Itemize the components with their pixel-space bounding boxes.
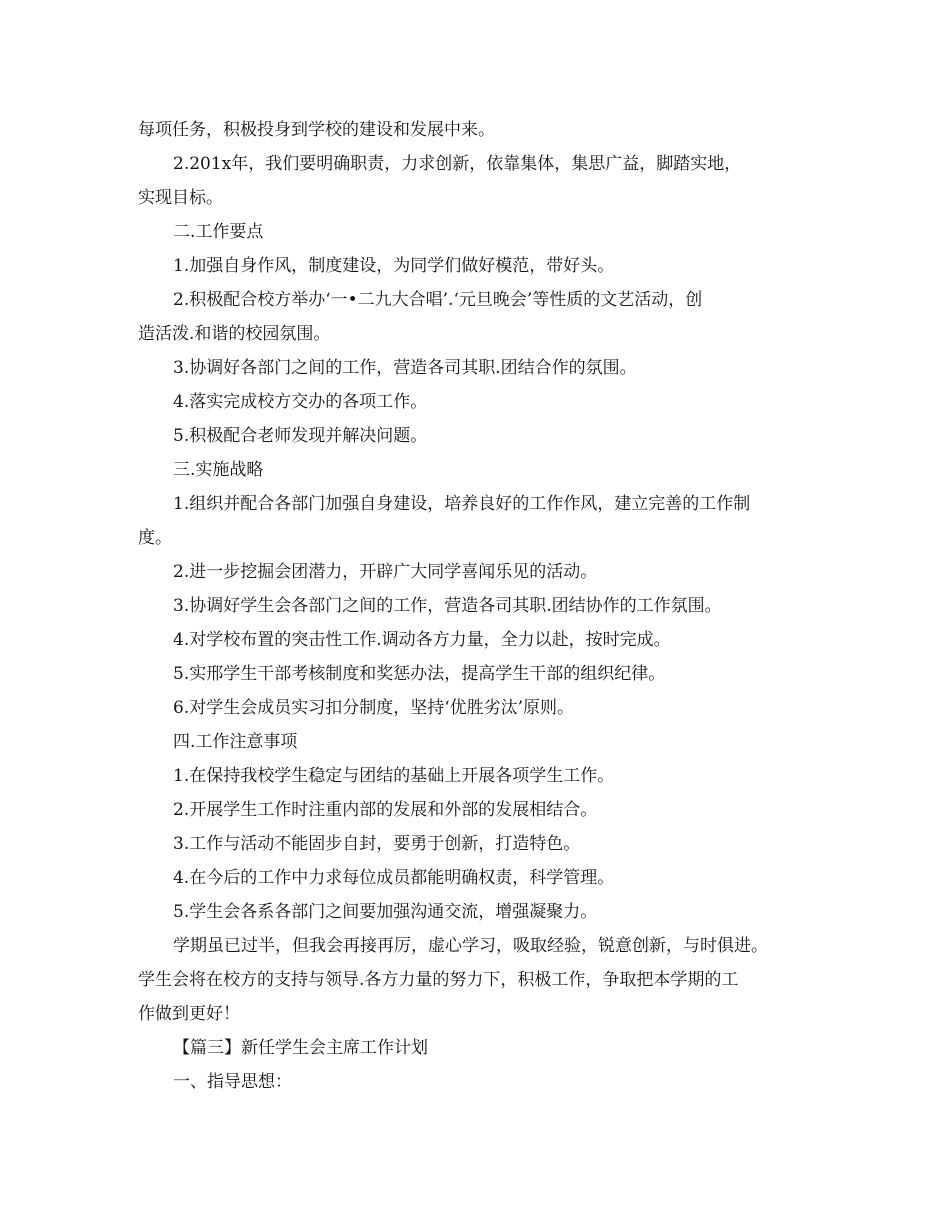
text-line: 5.积极配合老师发现并解决问题。 <box>173 426 428 446</box>
text-line: 4.在今后的工作中力求每位成员都能明确权责，科学管理。 <box>173 868 615 888</box>
section-heading: 四.工作注意事项 <box>173 732 298 752</box>
text-line: 学期虽已过半，但我会再接再厉，虚心学习，吸取经验，锐意创新，与时俱进。 <box>173 936 768 956</box>
text-line: 学生会将在校方的支持与领导.各方力量的努力下，积极工作，争取把本学期的工 <box>138 970 739 990</box>
text-line: 3.协调好学生会各部门之间的工作，营造各司其职.团结协作的工作氛围。 <box>173 596 722 616</box>
text-line: 5.实邢学生干部考核制度和奖惩办法，提高学生干部的组织纪律。 <box>173 664 666 684</box>
section-heading: 一、指导思想： <box>173 1072 292 1092</box>
text-line: 3.工作与活动不能固步自封，要勇于创新，打造特色。 <box>173 834 581 854</box>
text-line: 度。 <box>138 528 172 548</box>
text-line: 4.落实完成校方交办的各项工作。 <box>173 392 428 412</box>
text-line: 1.加强自身作风，制度建设，为同学们做好模范，带好头。 <box>173 256 615 276</box>
text-line: 4.对学校布置的突击性工作.调动各方力量，全力以赴，按时完成。 <box>173 630 671 650</box>
text-line: 1.在保持我校学生稳定与团结的基础上开展各项学生工作。 <box>173 766 615 786</box>
text-line: 作做到更好！ <box>138 1004 240 1024</box>
section-heading: 二.工作要点 <box>173 222 264 242</box>
text-line: 1.组织并配合各部门加强自身建设，培养良好的工作作风，建立完善的工作制 <box>173 494 751 514</box>
text-line: 2.积极配合校方举办‘一•二九大合唱’.‘元旦晚会’等性质的文艺活动，创 <box>173 290 703 310</box>
section-heading: 三.实施战略 <box>173 460 264 480</box>
text-line: 2.进一步挖掘会团潜力，开辟广大同学喜闻乐见的活动。 <box>173 562 598 582</box>
text-line: 实现目标。 <box>138 188 223 208</box>
text-line: 6.对学生会成员实习扣分制度，坚持‘优胜劣汰’原则。 <box>173 698 575 718</box>
text-line: 每项任务，积极投身到学校的建设和发展中来。 <box>138 120 495 140</box>
text-line: 造活泼.和谐的校园氛围。 <box>138 324 331 344</box>
article-heading: 【篇三】新任学生会主席工作计划 <box>173 1038 428 1058</box>
text-line: 2.开展学生工作时注重内部的发展和外部的发展相结合。 <box>173 800 598 820</box>
text-line: 3.协调好各部门之间的工作，营造各司其职.团结合作的氛围。 <box>173 358 637 378</box>
text-line: 2.201x年，我们要明确职责，力求创新，依靠集体，集思广益，脚踏实地， <box>173 154 742 174</box>
text-line: 5.学生会各系各部门之间要加强沟通交流，增强凝聚力。 <box>173 902 598 922</box>
